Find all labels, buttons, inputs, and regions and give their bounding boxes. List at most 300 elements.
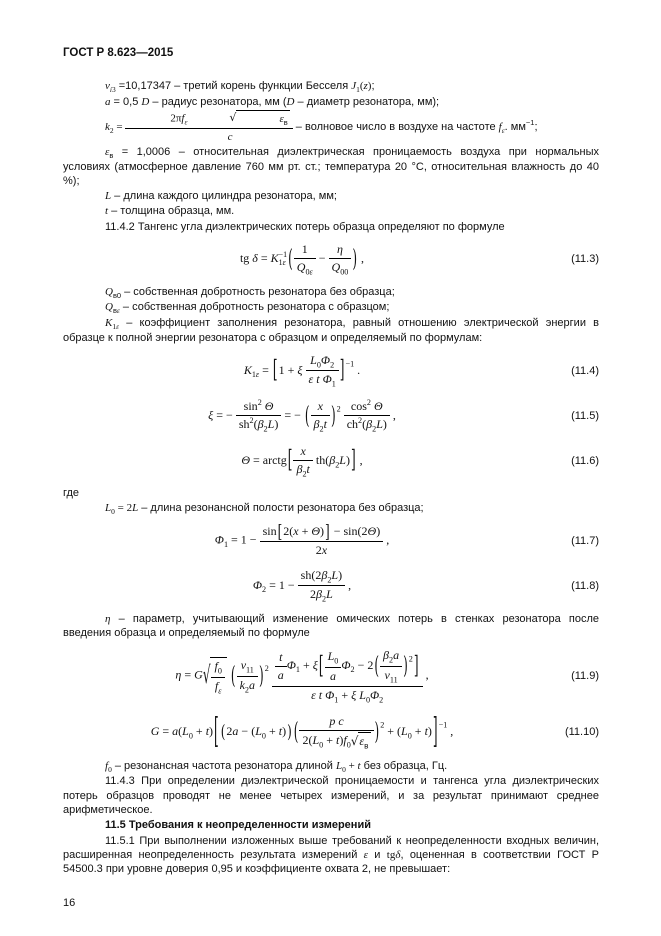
para-11-4-3: 11.4.3 При определении диэлектрической проницаемости и тангенса угла диэлектрических потерь образцов проводят не менее четырех измерений, и за результат принимают среднее арифметическое. xyxy=(63,775,599,816)
math-token: + xyxy=(298,524,312,539)
math-token xyxy=(329,242,352,277)
math-token: 2 xyxy=(319,424,324,434)
definition-cavity-length xyxy=(63,501,599,516)
math-token: L xyxy=(339,452,346,467)
math-token xyxy=(298,568,345,604)
math-token xyxy=(211,659,224,678)
math-token xyxy=(236,399,282,416)
math-token: = 1,0006 – относительная диэлектрическая проницаемость воздуха при нормальных условиях (атмосферное давление 760 мм рт. ст.; температура 20 °С, относительная влажность до 40 %); xyxy=(63,145,599,187)
math-token: ] xyxy=(413,651,419,680)
math-token: G xyxy=(150,724,160,739)
math-token: L xyxy=(335,759,343,772)
math-token: Q xyxy=(105,285,113,298)
math-token: + xyxy=(345,759,358,772)
math-token: β xyxy=(316,587,322,602)
math-token: 2 xyxy=(327,575,332,585)
math-token: L xyxy=(312,733,320,748)
math-token: δ xyxy=(252,251,258,266)
math-token: = 1 − xyxy=(228,532,260,547)
math-token xyxy=(299,714,373,731)
math-token xyxy=(380,648,402,667)
math-token: 0 xyxy=(108,764,112,774)
math-token: 2 xyxy=(380,720,385,730)
math-token: ( xyxy=(288,243,293,273)
math-token: ε xyxy=(105,145,110,158)
math-token: x xyxy=(321,542,328,557)
para-where: где xyxy=(63,487,80,500)
math-token: + xyxy=(265,724,279,739)
formula-11-7-expression xyxy=(214,521,390,558)
math-token: f xyxy=(214,659,218,674)
math-token xyxy=(311,399,330,434)
math-token: ) xyxy=(339,733,344,748)
math-sub xyxy=(332,380,336,389)
math-token: ) xyxy=(282,724,287,739)
math-token: L xyxy=(327,649,335,664)
math-token: L xyxy=(105,190,112,203)
math-token: √ xyxy=(202,660,211,689)
math-token: 0 xyxy=(305,267,310,277)
math-token xyxy=(272,648,423,704)
math-token: L xyxy=(267,416,275,431)
math-token: β xyxy=(329,452,336,467)
math-token: 1 xyxy=(331,379,336,389)
definition-resonator-radius xyxy=(63,95,599,109)
math-token: Φ xyxy=(286,658,296,673)
math-token: 0 xyxy=(346,740,351,750)
math-token: √ xyxy=(350,733,359,748)
math-token xyxy=(299,731,373,751)
math-token: 1 xyxy=(278,258,283,268)
math-token: ε xyxy=(116,322,120,332)
math-token: – параметр, учитывающий изменение омических потерь в стенках резонатора после введения образца и определяемый по формуле xyxy=(63,612,599,640)
math-token: β xyxy=(257,416,264,431)
math-sub xyxy=(305,267,312,276)
math-token: sin xyxy=(262,524,277,539)
math-token: = xyxy=(257,251,271,266)
math-sub xyxy=(334,657,338,666)
math-token: 0 xyxy=(334,656,339,666)
math-token: – длина резонансной полости резонатора без образца; xyxy=(138,502,424,515)
math-token: = arctg xyxy=(250,452,287,467)
math-token: a xyxy=(249,677,255,692)
equation-number-11-7: (11.7) xyxy=(571,534,599,547)
math-token xyxy=(293,444,312,461)
math-token: 2 xyxy=(330,360,335,370)
math-token: a xyxy=(172,724,179,739)
math-token: – коэффициент заполнения резонатора, равный отношению электрической энергии в образце к полной энергии резонатора с образцом и определяемый по формулам: xyxy=(63,316,599,344)
math-token: tg xyxy=(239,251,253,266)
math-token: ε xyxy=(359,734,365,749)
math-token: ξ xyxy=(312,658,318,673)
math-sub xyxy=(330,360,334,369)
math-token: ch xyxy=(346,416,359,431)
definition-q-without-sample xyxy=(63,285,599,300)
math-token: − xyxy=(315,251,329,266)
math-sub xyxy=(379,695,383,704)
math-token: ( xyxy=(178,724,183,739)
math-token: x xyxy=(300,443,306,458)
math-token: 1 xyxy=(356,85,360,95)
definition-sample-thickness xyxy=(63,204,599,218)
math-token: ε xyxy=(363,848,368,861)
math-token: 0 xyxy=(188,731,193,741)
math-token: ) xyxy=(320,524,325,539)
formula-11-8 xyxy=(63,566,599,606)
math-token: a xyxy=(329,668,336,683)
math-token: z xyxy=(363,79,368,92)
math-token: x xyxy=(317,398,323,413)
math-token: Θ xyxy=(241,452,251,467)
math-token: t xyxy=(205,724,210,739)
math-token xyxy=(125,110,292,144)
math-token: , xyxy=(356,452,363,467)
math-token: 2 xyxy=(389,655,394,665)
formula-11-9 xyxy=(63,646,599,706)
math-token: f xyxy=(105,759,109,772)
math-token xyxy=(325,649,342,684)
math-token: sin xyxy=(243,398,258,413)
formula-11-7 xyxy=(63,522,599,560)
math-token: ) xyxy=(374,717,380,746)
math-token: ) xyxy=(367,79,372,92)
math-token: G xyxy=(194,668,203,683)
math-token: ; xyxy=(371,79,375,92)
equation-number-11-6: (11.6) xyxy=(571,454,599,467)
math-token xyxy=(279,251,287,268)
math-token xyxy=(329,259,352,277)
math-sub xyxy=(246,666,254,675)
math-token: – волновое число в воздухе на частоте xyxy=(292,120,499,133)
math-token: c xyxy=(227,130,233,143)
math-token xyxy=(211,659,224,695)
math-token: в xyxy=(109,151,114,161)
math-token: 2 xyxy=(379,694,384,704)
formula-11-4-expression xyxy=(244,353,360,389)
equation-number-11-4: (11.4) xyxy=(571,364,599,377)
math-token: ν xyxy=(384,668,390,683)
math-token xyxy=(306,353,339,389)
math-token: ξ xyxy=(297,362,303,377)
math-token: 1 xyxy=(251,370,256,380)
math-token: t xyxy=(105,205,109,218)
math-token: ν xyxy=(105,79,110,92)
math-token xyxy=(125,129,292,144)
math-token: ( xyxy=(359,79,364,92)
formula-11-9-expression xyxy=(175,648,428,704)
math-token: ε xyxy=(309,267,313,277)
doc-standard-number: ГОСТ Р 8.623—2015 xyxy=(63,47,174,59)
math-token: Θ xyxy=(374,398,383,413)
math-token: β xyxy=(296,461,303,476)
math-token xyxy=(329,242,352,259)
definition-eta-parameter xyxy=(63,612,599,641)
math-token: = 2 xyxy=(114,502,133,515)
math-token: Φ xyxy=(370,687,380,702)
math-token xyxy=(236,416,282,434)
math-token: t xyxy=(323,416,327,431)
math-token: 0 xyxy=(365,694,371,704)
definition-bessel-root xyxy=(63,79,599,94)
definition-cylinder-length xyxy=(63,189,599,203)
math-token: , xyxy=(389,408,396,423)
math-token xyxy=(237,677,258,695)
math-token: 1 xyxy=(301,242,308,257)
equation-number-11-8: (11.8) xyxy=(571,579,599,592)
math-token xyxy=(325,649,342,668)
math-token: 0 xyxy=(407,731,412,741)
math-token: ε xyxy=(218,686,222,696)
math-token xyxy=(306,371,339,389)
math-token: −1 xyxy=(345,359,355,369)
math-token: δ xyxy=(395,848,401,861)
math-token: 2 xyxy=(315,542,322,557)
math-token: ) xyxy=(287,721,292,742)
math-token: −1 xyxy=(438,720,448,730)
math-token: ( xyxy=(293,717,299,746)
math-token: 2 xyxy=(372,424,377,434)
math-token xyxy=(298,568,345,587)
math-token: t xyxy=(278,724,283,739)
math-token: L xyxy=(326,587,333,602)
math-token: – собственная добротность резонатора с образцом; xyxy=(119,301,390,314)
math-token xyxy=(294,242,316,259)
math-token: + xyxy=(338,687,352,702)
math-token: ) xyxy=(427,724,432,739)
math-token: K xyxy=(105,316,113,329)
math-token: ) xyxy=(274,416,279,431)
formula-11-10-expression xyxy=(150,710,454,752)
definition-resonant-frequency xyxy=(63,759,599,774)
formula-11-3-expression xyxy=(240,242,364,277)
math-token: Φ xyxy=(320,352,331,367)
formula-11-3 xyxy=(63,240,599,279)
formula-11-8-expression xyxy=(253,568,351,604)
math-token: 2 xyxy=(321,594,327,604)
math-token: a xyxy=(277,668,284,683)
math-token: 1 + xyxy=(278,362,298,377)
math-token: 2 xyxy=(408,654,413,664)
math-token: √ xyxy=(229,111,237,125)
math-token: ) xyxy=(345,452,350,467)
math-token: 11 xyxy=(246,665,254,675)
math-token: 0 xyxy=(261,731,266,741)
definition-filling-factor xyxy=(63,316,599,345)
math-token xyxy=(294,259,316,277)
math-token: 0 xyxy=(111,507,115,517)
math-token: – собственная добротность резонатора без образца; xyxy=(121,285,395,298)
math-token: ε xyxy=(116,306,120,316)
math-token: 2 xyxy=(302,468,307,478)
math-token: в xyxy=(112,306,117,316)
math-token: − ( xyxy=(238,724,256,739)
math-token: = xyxy=(181,668,195,683)
math-token xyxy=(293,444,312,479)
math-token: f xyxy=(498,120,502,133)
math-token: – толщина образца, мм. xyxy=(108,205,235,218)
math-token: β xyxy=(366,416,373,431)
math-token: =10,17347 – третий корень функции Бесселя xyxy=(115,79,352,92)
math-token: η xyxy=(336,242,343,257)
math-token: ( xyxy=(374,651,380,680)
math-token: cos xyxy=(350,398,367,413)
formula-11-5-expression xyxy=(208,399,396,434)
math-token: 2 xyxy=(336,404,341,414)
math-sup xyxy=(439,721,448,730)
math-token xyxy=(358,732,370,751)
math-token: = xyxy=(159,724,173,739)
math-token: Φ xyxy=(322,372,332,387)
math-token: L xyxy=(132,502,139,515)
math-token xyxy=(293,461,312,479)
math-token: ) xyxy=(330,400,336,430)
math-token xyxy=(272,648,423,686)
math-token: = − xyxy=(213,408,236,423)
math-token xyxy=(211,678,224,696)
math-token: 2 xyxy=(244,685,249,695)
math-token: ) xyxy=(352,243,358,273)
math-token: J xyxy=(351,79,357,92)
math-token xyxy=(311,416,330,434)
math-token: 0 xyxy=(316,360,321,370)
math-token: 2 xyxy=(310,587,316,602)
math-token: ) xyxy=(259,660,264,690)
math-token: = − xyxy=(281,408,304,423)
math-token xyxy=(275,667,287,683)
math-token: . мм xyxy=(504,120,526,133)
math-token: , xyxy=(358,251,365,266)
math-token: Φ xyxy=(214,532,224,547)
math-token: 1 xyxy=(112,322,117,332)
math-token: , xyxy=(383,532,390,547)
math-token: f xyxy=(343,733,347,748)
math-token: + xyxy=(192,724,206,739)
math-token: ( xyxy=(230,660,236,690)
definition-air-permittivity xyxy=(63,145,599,188)
math-token: в xyxy=(283,118,288,128)
definition-q-with-sample xyxy=(63,300,599,315)
math-token: [ xyxy=(214,710,219,752)
math-token: k xyxy=(105,120,110,133)
math-token xyxy=(236,110,289,127)
math-token: в xyxy=(364,741,369,751)
math-token xyxy=(344,399,390,416)
math-token: ε xyxy=(282,258,286,268)
math-token xyxy=(260,521,384,558)
math-token: ξ xyxy=(208,408,214,423)
math-token: f xyxy=(214,678,219,693)
math-token: Φ xyxy=(325,687,335,702)
math-token xyxy=(299,714,373,751)
math-token: без образца, Гц. xyxy=(360,759,448,772)
math-token: −1 xyxy=(525,118,535,128)
formula-11-6 xyxy=(63,442,599,481)
math-sub xyxy=(284,118,288,127)
equation-number-11-9: (11.9) xyxy=(571,670,599,683)
math-token: ε xyxy=(184,117,188,127)
math-token: 11 xyxy=(389,675,398,685)
math-token: 2 xyxy=(226,724,233,739)
para-11-5-1 xyxy=(63,834,599,877)
math-token: f xyxy=(181,112,185,125)
math-token: D xyxy=(141,95,150,108)
formula-11-5 xyxy=(63,397,599,436)
math-token: 2 xyxy=(109,125,114,135)
math-token xyxy=(260,542,384,558)
math-token: 2π xyxy=(170,112,182,125)
math-token: = xyxy=(113,120,126,133)
math-token: t xyxy=(424,724,428,739)
math-token: = 1 − xyxy=(266,577,298,592)
math-token: − 2 xyxy=(354,658,374,673)
math-token: 2 xyxy=(264,664,269,674)
math-token: 0 xyxy=(342,764,346,774)
math-token: 2( xyxy=(283,524,294,539)
math-token xyxy=(344,416,390,434)
math-token: [ xyxy=(277,521,283,542)
math-token: L xyxy=(182,724,189,739)
math-token xyxy=(380,667,402,685)
math-token: = xyxy=(259,362,272,377)
math-token: – радиус резонатора, мм ( xyxy=(149,95,287,108)
math-token: β xyxy=(321,567,328,582)
math-token: 2 xyxy=(335,459,340,469)
math-token: Θ xyxy=(311,524,321,539)
math-token: ε t xyxy=(311,687,323,702)
math-token xyxy=(279,259,286,268)
math-token: ] xyxy=(339,355,345,385)
math-token: a xyxy=(105,95,111,108)
math-token xyxy=(351,732,371,751)
math-token: β xyxy=(383,648,390,663)
math-token: [ xyxy=(318,651,324,680)
math-token: η xyxy=(175,668,182,683)
math-token: 2 xyxy=(249,415,254,425)
math-token: L xyxy=(401,724,408,739)
math-token: ] xyxy=(350,445,356,475)
math-token: 2 xyxy=(366,397,371,407)
math-token: [ xyxy=(287,445,293,475)
math-token xyxy=(210,657,226,695)
math-token: ε xyxy=(255,370,260,380)
math-token: ν xyxy=(240,658,247,673)
math-token: 2 xyxy=(350,665,355,675)
math-token: ] xyxy=(325,521,330,542)
math-token xyxy=(237,658,258,694)
math-token: ε xyxy=(501,125,505,135)
math-token: Q xyxy=(331,260,341,275)
math-token: 2 xyxy=(358,415,363,425)
math-token: + xyxy=(411,724,425,739)
math-token: в0 xyxy=(112,290,122,300)
math-sub xyxy=(113,291,121,300)
math-token: 0 xyxy=(319,740,324,750)
math-token: ε xyxy=(279,112,284,125)
math-token: L xyxy=(105,502,112,515)
math-token: th( xyxy=(312,452,330,467)
math-token: ) xyxy=(403,651,408,680)
math-token: 11.5.1 При выполнении изложенных выше требований к неопределенности входных величин, расширенная неопределенность результата измерений xyxy=(63,834,599,861)
math-token xyxy=(275,650,287,683)
math-token: 2( xyxy=(302,733,313,748)
math-sub xyxy=(390,675,398,684)
math-token: η xyxy=(105,612,111,625)
math-token: – диаметр резонатора, мм); xyxy=(294,95,440,108)
math-token: −1 xyxy=(278,249,288,259)
math-token xyxy=(237,658,258,677)
math-sub xyxy=(340,267,348,276)
math-token: t xyxy=(357,759,361,772)
